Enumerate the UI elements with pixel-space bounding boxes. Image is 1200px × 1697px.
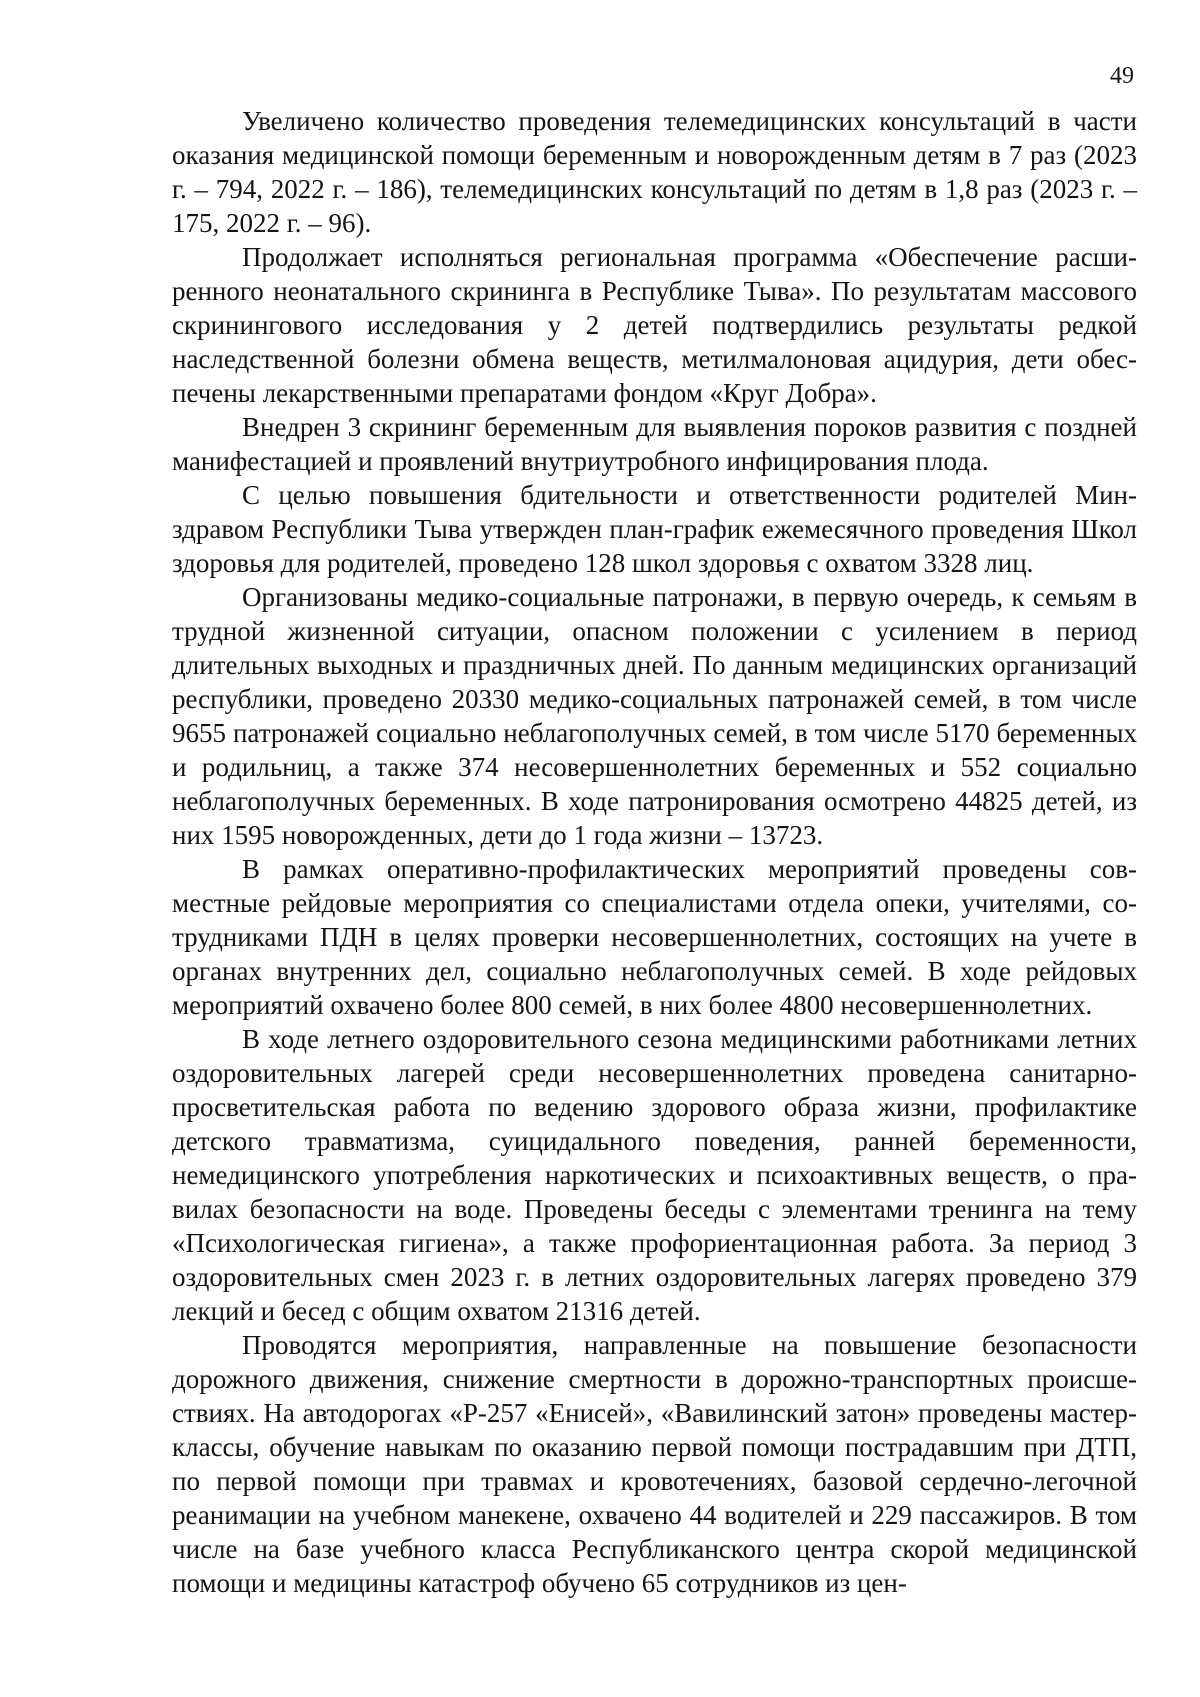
paragraph-road-safety: Проводятся мероприятия, направленные на повышение безопасности дорожного движения, снижение смертности в дорожно-транспортных происшествиях. На автодорогах «Р-257 «Енисей», «Вавилинский затон» проведены мастер-классы, обучение навыкам по оказанию первой помощи пострадавшим при ДТП, по первой помощи при травмах и кровотечениях, базовой сердечно-легочной реанимации на учебном манекене, охвачено 44 водителей и 229 пассажиров. В том числе на базе учебного класса Республиканского центра скорой медицинской помощи и медицины катастроф обучено 65 сотрудников из цен-	[172, 1330, 1137, 1598]
paragraph-health-schools: С целью повышения бдительности и ответственности родителей Минздравом Республики Тыва утвержден план-график ежемесячного проведения Школ здоровья для родителей, проведено 128 школ здоровья с охватом 3328 лиц.	[172, 480, 1137, 578]
paragraph-raids: В рамках оперативно-профилактических мероприятий проведены совместные рейдовые мероприятия со специалистами отдела опеки, учителями, сотрудниками ПДН в целях проверки несовершеннолетних, состоящих на учете в органах внутренних дел, социально неблагополучных семей. В ходе рейдовых мероприятий охвачено более 800 семей, в них более 4800 несовершеннолетних.	[172, 854, 1137, 1020]
paragraph-prenatal-screening: Внедрен 3 скрининг беременным для выявления пороков развития с поздней манифестацией и проявлений внутриутробного инфицирования плода.	[172, 412, 1137, 476]
document-body	[172, 104, 1137, 1600]
paragraph-telemedicine: Увеличено количество проведения телемедицинских консультаций в части оказания медицинской помощи беременным и новорожденным детям в 7 раз (2023 г. – 794, 2022 г. – 186), телемедицинских консультаций по детям в 1,8 раз (2023 г. – 175, 2022 г. – 96).	[172, 106, 1137, 238]
paragraph-patronage: Организованы медико-социальные патронажи, в первую очередь, к семьям в трудной жизненной ситуации, опасном положении с усилением в период длительных выходных и праздничных дней. По данным медицинских организаций республики, проведено 20330 медико-социальных патронажей семей, в том числе 9655 патронажей социально неблагополучных семей, в том числе 5170 беременных и родильниц, а также 374 несовершеннолетних беременных и 552 социально неблагополучных беременных. В ходе патронирования осмотрено 44825 детей, из них 1595 новорожденных, дети до 1 года жизни – 13723.	[172, 582, 1137, 850]
page-number: 49	[1110, 63, 1134, 89]
paragraph-summer-camps: В ходе летнего оздоровительного сезона медицинскими работниками летних оздоровительных лагерей среди несовершеннолетних проведена санитарно-просветительская работа по ведению здорового образа жизни, профилактике детского травматизма, суицидального поведения, ранней беременности, немедицинского употребления наркотических и психоактивных веществ, о правилах безопасности на воде. Проведены беседы с элементами тренинга на тему «Психологическая гигиена», а также профориентационная работа. За период 3 оздоровительных смен 2023 г. в летних оздоровительных лагерях проведено 379 лекций и бесед с общим охватом 21316 детей.	[172, 1024, 1137, 1326]
paragraph-neonatal-screening: Продолжает исполняться региональная программа «Обеспечение расширенного неонатального скрининга в Республике Тыва». По результатам массового скринингового исследования у 2 детей подтвердились результаты редкой наследственной болезни обмена веществ, метилмалоновая ацидурия, дети обеспечены лекарственными препаратами фондом «Круг Добра».	[172, 242, 1137, 408]
